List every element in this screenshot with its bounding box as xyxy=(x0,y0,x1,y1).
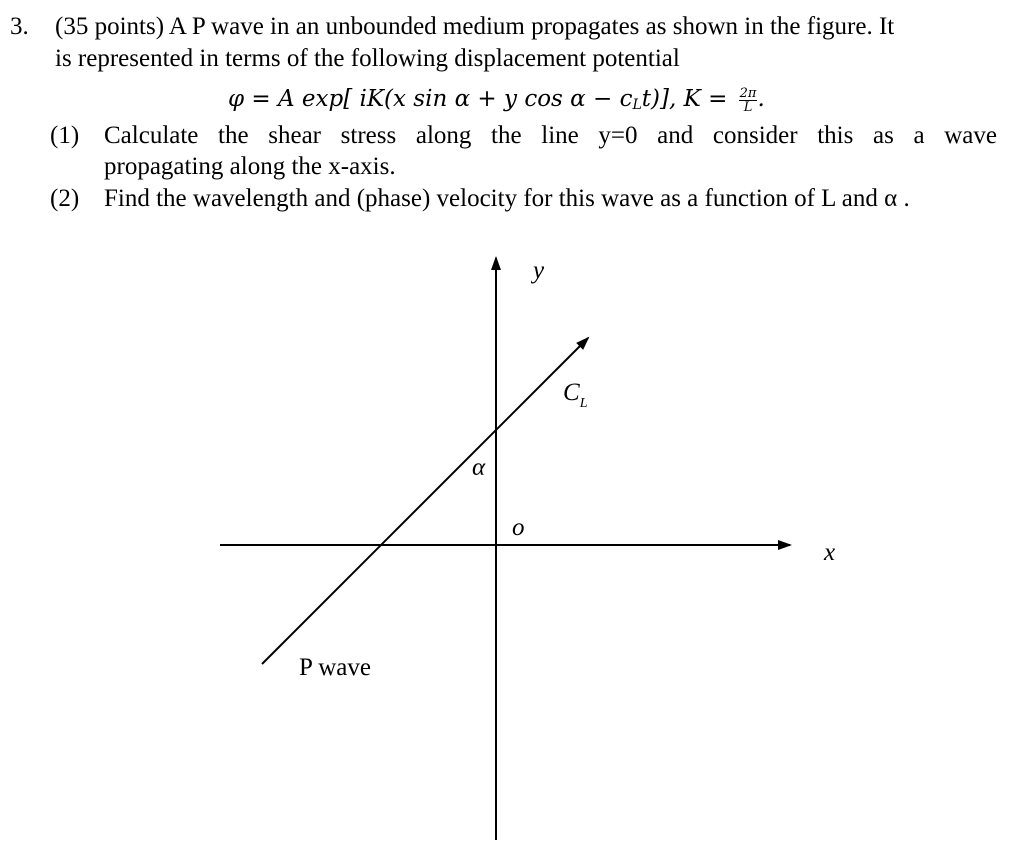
x-axis-label: x xyxy=(824,539,836,566)
problem-number: 3. xyxy=(10,13,29,40)
origin-label: o xyxy=(512,514,525,541)
wave-propagation-line xyxy=(262,338,588,664)
item-2-number: (2) xyxy=(50,185,80,212)
item-1-text-cont: propagating along the x-axis. xyxy=(104,153,396,180)
equation-end: . xyxy=(757,86,765,112)
angle-label: α xyxy=(472,454,486,481)
velocity-subscript: L xyxy=(579,396,588,411)
fraction-denominator: L xyxy=(743,99,753,115)
p-wave-label: P wave xyxy=(299,654,371,681)
equation-main: φ = A exp[ iK(x sin α + y cos α − c xyxy=(228,86,633,112)
item-2-text: Find the wavelength and (phase) velocity for this wave as a function of L and α . xyxy=(104,185,910,212)
fraction-numerator: 2π xyxy=(739,85,757,101)
equation-subscript: L xyxy=(632,97,642,113)
item-1-text: Calculate the shear stress along the line y=0 and consider this as a wave xyxy=(104,122,997,149)
item-1-number: (1) xyxy=(50,122,80,149)
y-axis-label: y xyxy=(533,257,545,284)
intro-line-1: (35 points) A P wave in an unbounded medium propagates as shown in the figure. It xyxy=(55,13,895,40)
velocity-label xyxy=(563,379,588,411)
intro-line-2: is represented in terms of the following displacement potential xyxy=(55,45,680,72)
velocity-symbol: C xyxy=(563,379,580,406)
equation-tail: t)], K = xyxy=(641,86,735,112)
